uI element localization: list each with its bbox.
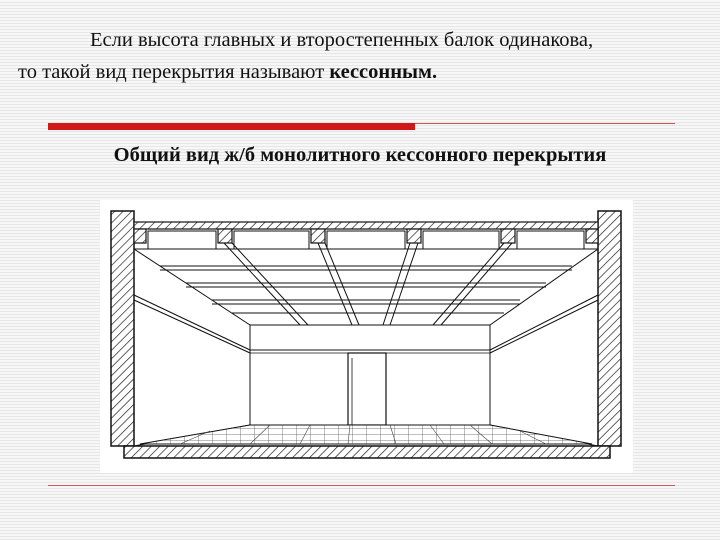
paragraph-line-2-text: то такой вид перекрытия называют: [18, 61, 330, 83]
coffered-slab-drawing: [100, 200, 633, 473]
left-wall: [111, 211, 134, 446]
coffered-slab-illustration: [100, 200, 633, 473]
top-divider-accent: [48, 123, 415, 130]
door: [348, 353, 386, 425]
figure-title: Общий вид ж/б монолитного кессонного перекрытия: [113, 144, 607, 166]
coffer-grid: [134, 243, 598, 325]
bottom-divider: [48, 485, 675, 486]
floor: [140, 425, 592, 444]
body-paragraph: [18, 24, 698, 88]
term-bold: кессонным.: [329, 61, 438, 83]
right-wall: [598, 211, 621, 446]
base-slab: [124, 446, 610, 458]
top-slab: [134, 222, 598, 229]
paragraph-line-1: Если высота главных и второстепенных балок одинакова,: [90, 29, 594, 51]
